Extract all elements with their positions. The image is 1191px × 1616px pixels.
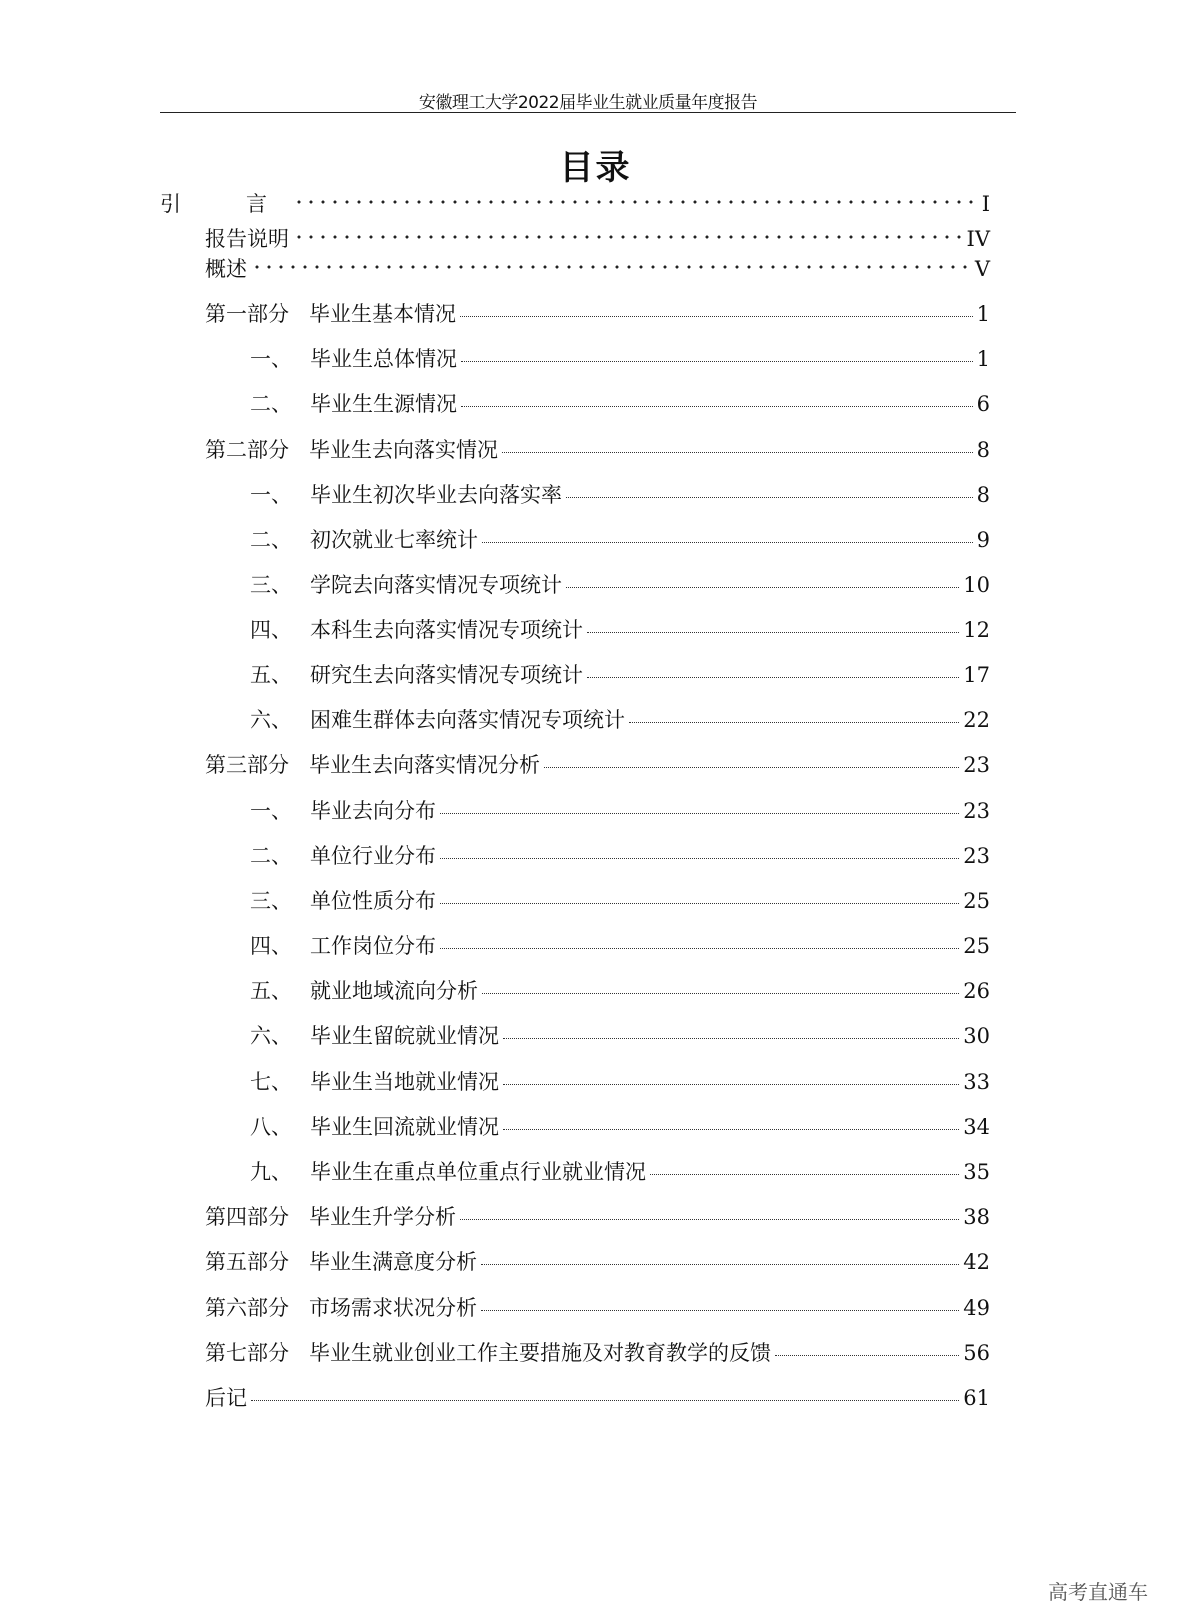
toc-dot-leader — [460, 316, 973, 317]
toc-part-1[interactable] — [205, 300, 990, 328]
toc-dot-leader — [461, 406, 973, 407]
toc-part-title: 毕业生满意度分析 — [309, 1250, 477, 1274]
toc-section-title: 单位行业分布 — [310, 844, 436, 868]
toc-section-title: 就业地域流向分析 — [310, 979, 478, 1003]
toc-dot-leader — [481, 1264, 959, 1265]
toc-section-number: 三、 — [250, 889, 292, 913]
toc-page-number: 12 — [963, 618, 990, 642]
toc-section-title: 毕业生回流就业情况 — [310, 1115, 499, 1139]
toc-page-number: 8 — [976, 438, 990, 462]
toc-part-title: 毕业生升学分析 — [309, 1205, 456, 1229]
toc-page-number: 1 — [976, 302, 990, 326]
toc-entry-afterword[interactable] — [205, 1384, 990, 1412]
toc-section-title: 困难生群体去向落实情况专项统计 — [310, 708, 625, 732]
toc-dot-leader — [440, 858, 959, 859]
toc-dot-leader — [503, 1129, 959, 1130]
toc-section[interactable] — [250, 345, 990, 373]
toc-page-number: 9 — [976, 528, 990, 552]
toc-section[interactable] — [250, 571, 990, 599]
toc-entry-label: 报告说明 — [205, 227, 289, 251]
toc-part-title: 毕业生去向落实情况分析 — [309, 753, 540, 777]
toc-page-number: 30 — [963, 1024, 990, 1048]
toc-page-number: 49 — [963, 1296, 990, 1320]
toc-section[interactable] — [250, 1068, 990, 1096]
toc-section[interactable] — [250, 1113, 990, 1141]
toc-section-title: 毕业生在重点单位重点行业就业情况 — [310, 1160, 646, 1184]
toc-part-2[interactable] — [205, 436, 990, 464]
toc-dot-leader — [251, 1400, 959, 1401]
toc-section[interactable] — [250, 390, 990, 418]
toc-page-number: 61 — [963, 1386, 990, 1410]
toc-section[interactable] — [250, 932, 990, 960]
toc-dot-leader — [293, 198, 978, 206]
toc-page-number: I — [981, 192, 990, 216]
toc-part-number: 第四部分 — [205, 1205, 289, 1229]
toc-page-number: 23 — [963, 753, 990, 777]
toc-dot-leader — [587, 677, 959, 678]
toc-section-title: 毕业生生源情况 — [310, 392, 457, 416]
toc-section-title: 毕业生初次毕业去向落实率 — [310, 483, 562, 507]
toc-section[interactable] — [250, 842, 990, 870]
toc-section-number: 二、 — [250, 528, 292, 552]
toc-section-number: 一、 — [250, 347, 292, 371]
toc-dot-leader — [482, 993, 959, 994]
toc-dot-leader — [440, 813, 959, 814]
toc-page-number: 6 — [976, 392, 990, 416]
toc-page-number: 23 — [963, 799, 990, 823]
toc-dot-leader — [461, 361, 973, 362]
toc-entry-label: 引 言 — [160, 192, 289, 216]
toc-section-number: 八、 — [250, 1115, 292, 1139]
toc-section-title: 工作岗位分布 — [310, 934, 436, 958]
toc-part-title: 毕业生基本情况 — [309, 302, 456, 326]
toc-part-number: 第五部分 — [205, 1250, 289, 1274]
toc-section-title: 单位性质分布 — [310, 889, 436, 913]
toc-part-number: 第二部分 — [205, 438, 289, 462]
toc-section-number: 一、 — [250, 483, 292, 507]
toc-section-number: 六、 — [250, 708, 292, 732]
toc-section-number: 五、 — [250, 663, 292, 687]
toc-section-title: 毕业去向分布 — [310, 799, 436, 823]
toc-section-title: 毕业生总体情况 — [310, 347, 457, 371]
toc-page-number: 23 — [963, 844, 990, 868]
toc-section[interactable] — [250, 616, 990, 644]
toc-dot-leader — [251, 263, 971, 271]
toc-part-6[interactable] — [205, 1294, 990, 1322]
toc-dot-leader — [566, 497, 973, 498]
toc-dot-leader — [775, 1355, 959, 1356]
toc-section-title: 研究生去向落实情况专项统计 — [310, 663, 583, 687]
toc-section-number: 九、 — [250, 1160, 292, 1184]
toc-section-title: 毕业生当地就业情况 — [310, 1070, 499, 1094]
toc-page-number: V — [974, 257, 990, 281]
toc-part-5[interactable] — [205, 1248, 990, 1276]
page-title: 目录 — [559, 148, 632, 188]
toc-dot-leader — [544, 767, 959, 768]
toc-section[interactable] — [250, 661, 990, 689]
toc-section-number: 四、 — [250, 618, 292, 642]
toc-entry-label: 后记 — [205, 1386, 247, 1410]
running-header: 安徽理工大学2022届毕业生就业质量年度报告 — [418, 93, 758, 113]
toc-dot-leader — [440, 948, 959, 949]
toc-section-number: 六、 — [250, 1024, 292, 1048]
toc-part-title: 毕业生去向落实情况 — [309, 438, 498, 462]
toc-section-number: 二、 — [250, 844, 292, 868]
toc-page-number: 8 — [976, 483, 990, 507]
toc-part-4[interactable] — [205, 1203, 990, 1231]
toc-section-number: 四、 — [250, 934, 292, 958]
toc-page-number: 22 — [963, 708, 990, 732]
toc-entry-intro[interactable] — [160, 190, 990, 218]
toc-section-title: 本科生去向落实情况专项统计 — [310, 618, 583, 642]
toc-page-number: 33 — [963, 1070, 990, 1094]
toc-page-number: 25 — [963, 889, 990, 913]
toc-dot-leader — [460, 1219, 959, 1220]
toc-page-number: 26 — [963, 979, 990, 1003]
toc-section[interactable] — [250, 887, 990, 915]
toc-entry-overview[interactable] — [205, 255, 990, 283]
toc-section[interactable] — [250, 706, 990, 734]
toc-section[interactable] — [250, 481, 990, 509]
toc-page-number: 34 — [963, 1115, 990, 1139]
toc-page-number: 42 — [963, 1250, 990, 1274]
toc-page-number: IV — [966, 227, 990, 251]
toc-part-title: 市场需求状况分析 — [309, 1296, 477, 1320]
toc-entry-label: 概述 — [205, 257, 247, 281]
toc-part-number: 第七部分 — [205, 1341, 289, 1365]
toc-section-title: 学院去向落实情况专项统计 — [310, 573, 562, 597]
toc-section[interactable] — [250, 797, 990, 825]
toc-dot-leader — [566, 587, 959, 588]
toc-section[interactable] — [250, 977, 990, 1005]
toc-dot-leader — [440, 903, 959, 904]
toc-page-number: 38 — [963, 1205, 990, 1229]
toc-section[interactable] — [250, 526, 990, 554]
toc-section[interactable] — [250, 1158, 990, 1186]
toc-dot-leader — [482, 542, 973, 543]
toc-part-number: 第一部分 — [205, 302, 289, 326]
toc-part-title: 毕业生就业创业工作主要措施及对教育教学的反馈 — [309, 1341, 771, 1365]
toc-dot-leader — [650, 1174, 959, 1175]
toc-page-number: 35 — [963, 1160, 990, 1184]
toc-dot-leader — [503, 1084, 959, 1085]
toc-dot-leader — [629, 722, 959, 723]
toc-section-number: 七、 — [250, 1070, 292, 1094]
toc-dot-leader — [503, 1038, 959, 1039]
toc-page-number: 10 — [963, 573, 990, 597]
toc-part-number: 第三部分 — [205, 753, 289, 777]
toc-section-number: 三、 — [250, 573, 292, 597]
toc-section-number: 一、 — [250, 799, 292, 823]
toc-dot-leader — [481, 1310, 959, 1311]
watermark-text: 高考直通车 — [1048, 1580, 1148, 1604]
toc-section[interactable] — [250, 1022, 990, 1050]
toc-part-number: 第六部分 — [205, 1296, 289, 1320]
toc-section-number: 二、 — [250, 392, 292, 416]
toc-dot-leader — [502, 452, 973, 453]
toc-page-number: 1 — [976, 347, 990, 371]
toc-section-title: 初次就业七率统计 — [310, 528, 478, 552]
toc-section-number: 五、 — [250, 979, 292, 1003]
toc-page-number: 25 — [963, 934, 990, 958]
toc-entry-report-notes[interactable] — [205, 225, 990, 253]
toc-page-number: 56 — [963, 1341, 990, 1365]
toc-part-7[interactable] — [205, 1339, 990, 1367]
toc-dot-leader — [293, 233, 963, 241]
toc-dot-leader — [587, 632, 959, 633]
toc-part-3[interactable] — [205, 751, 990, 779]
toc-page-number: 17 — [963, 663, 990, 687]
toc-section-title: 毕业生留皖就业情况 — [310, 1024, 499, 1048]
